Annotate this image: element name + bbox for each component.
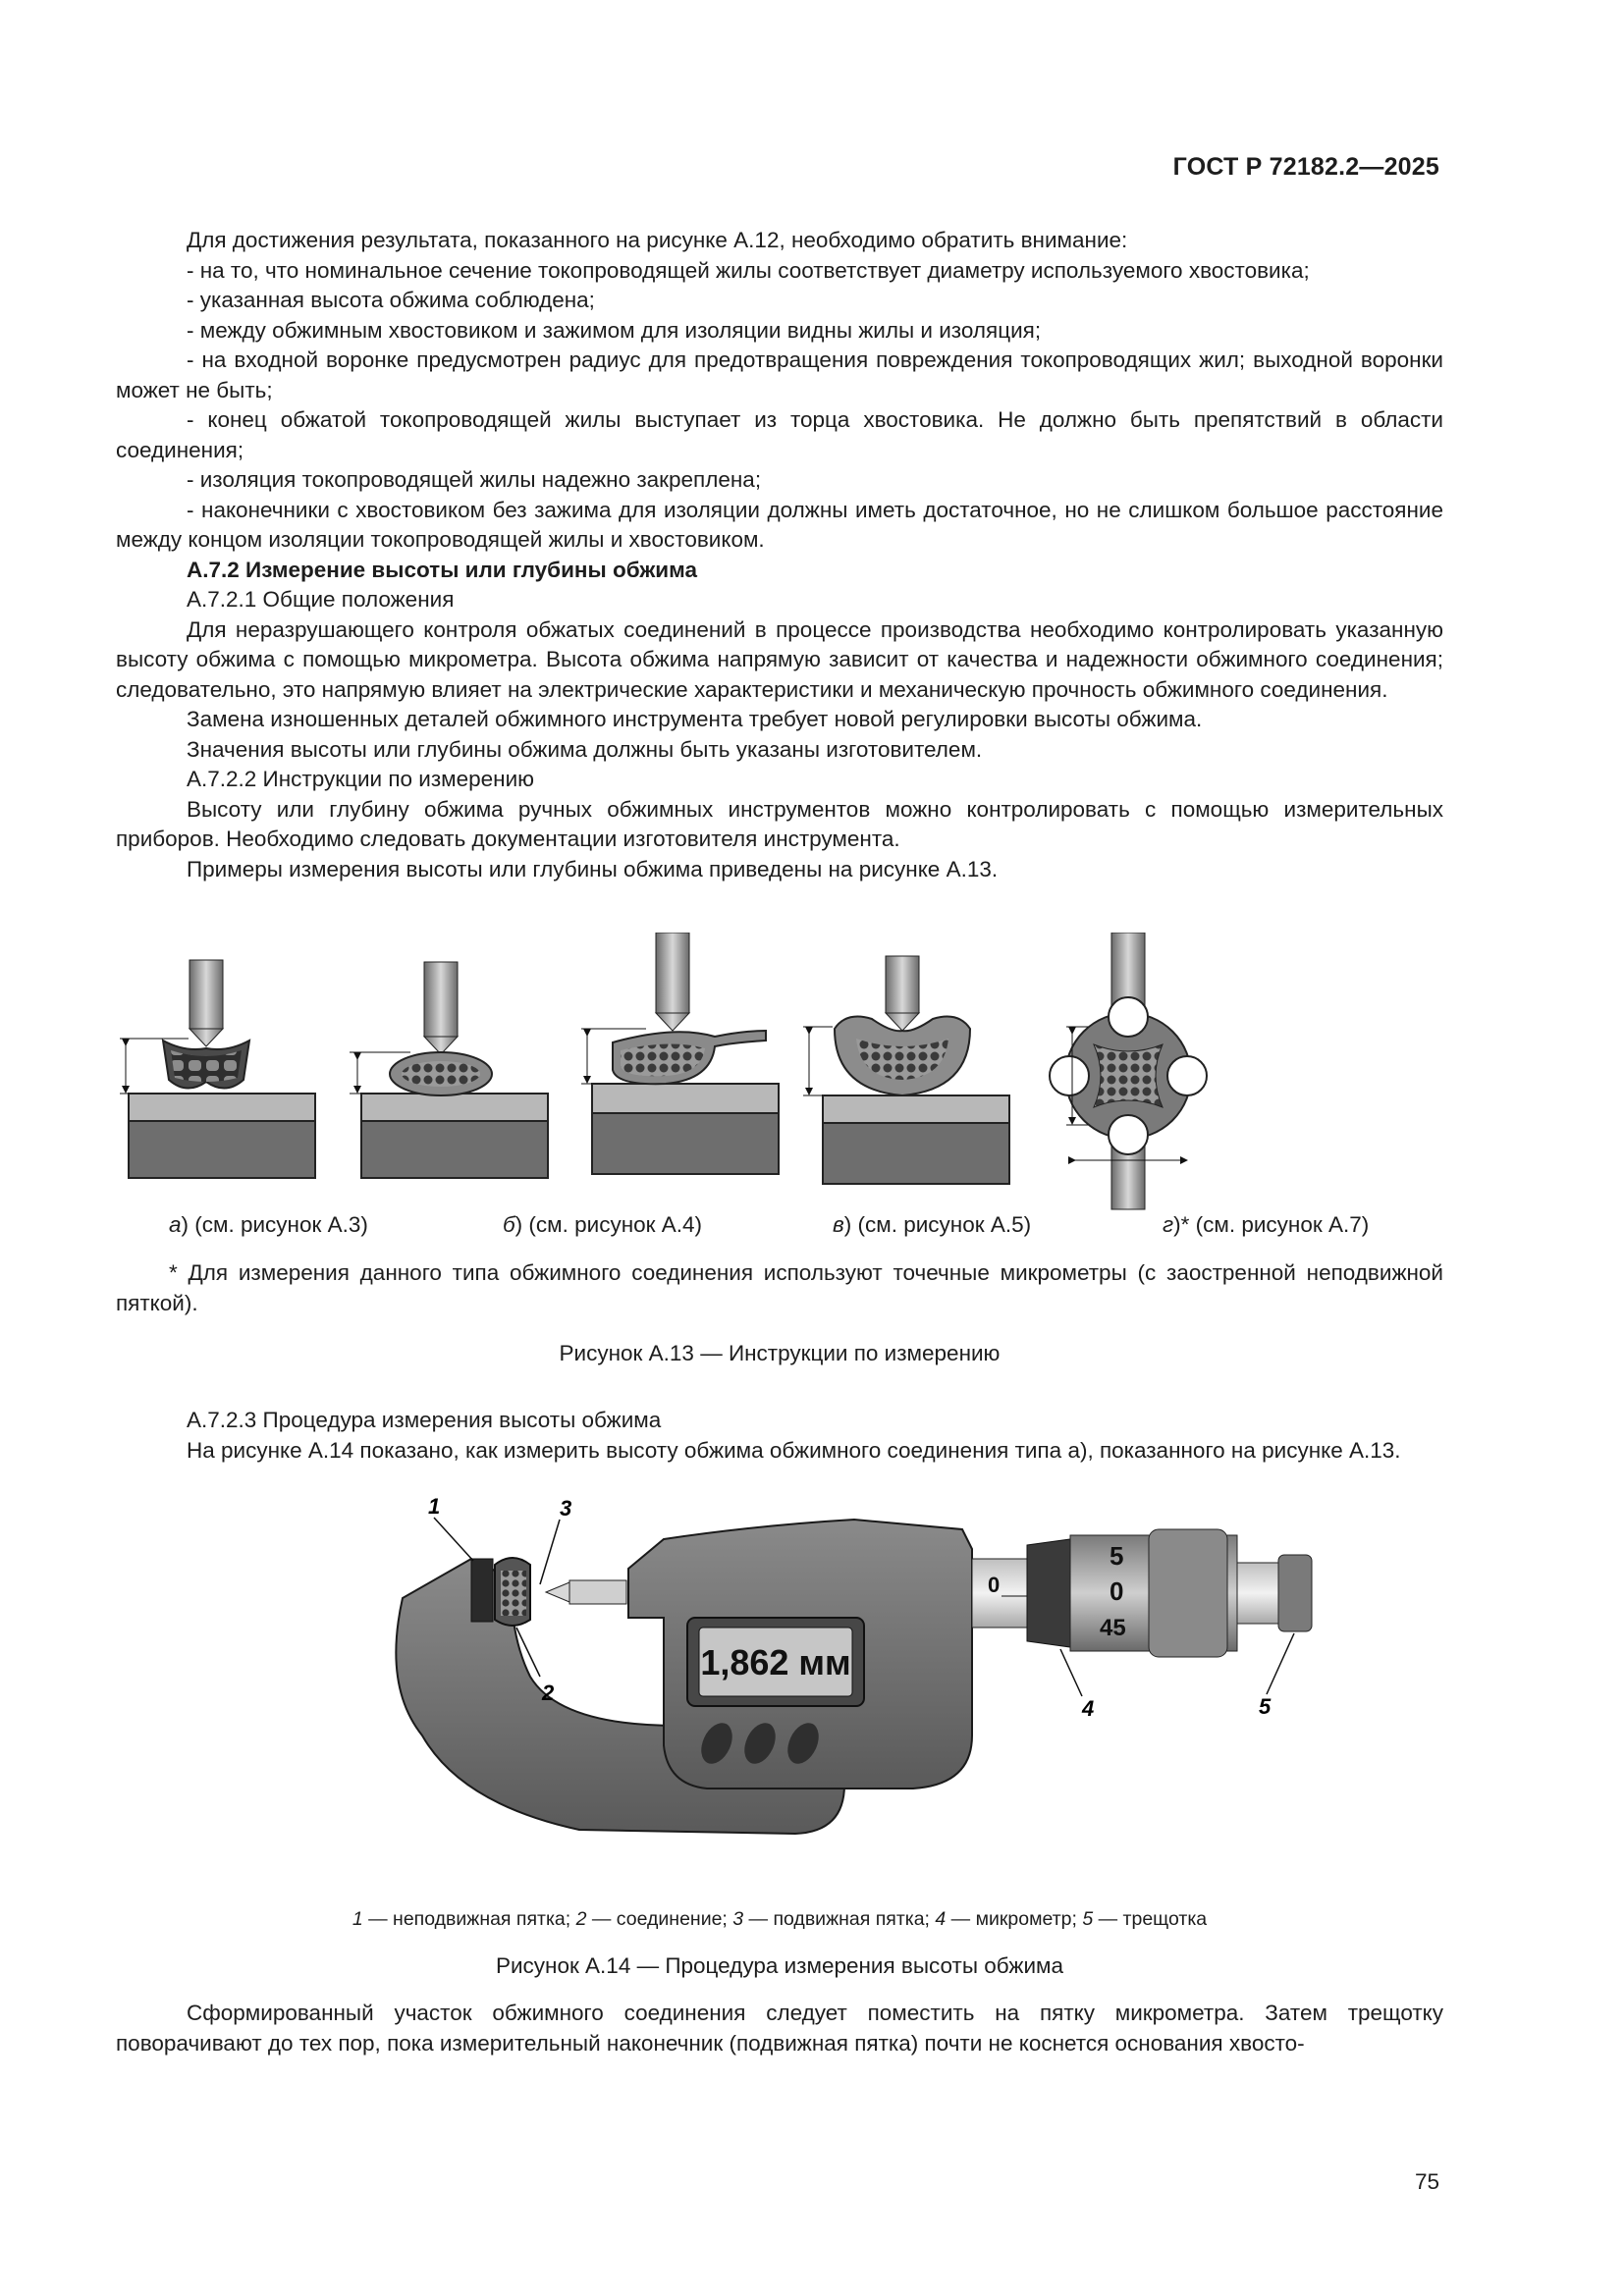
legend-text: — микрометр; xyxy=(946,1908,1083,1930)
scale-mark: 0 xyxy=(1110,1576,1124,1606)
page-number: 75 xyxy=(1414,2169,1439,2194)
legend-number: 3 xyxy=(732,1908,744,1930)
body-paragraph: Значения высоты или глубины обжима должны быть указаны изготовителем. xyxy=(187,736,983,762)
callout-2: 2 xyxy=(542,1681,555,1705)
callout-1: 1 xyxy=(428,1494,441,1519)
subsection-heading: А.7.2.1 Общие положения xyxy=(187,587,455,612)
legend-number: 2 xyxy=(575,1908,587,1930)
caption-text: ) (см. рисунок А.3) xyxy=(181,1212,368,1237)
figure-a13-title: Рисунок А.13 — Инструкции по измерению xyxy=(559,1341,1001,1365)
list-item: - на то, что номинальное сечение токопроводящей жилы соответствует диаметру используемого хвостовика; xyxy=(187,257,1310,283)
legend-number: 5 xyxy=(1082,1908,1094,1930)
diagram-b xyxy=(350,962,548,1178)
list-item: - наконечники с хвостовиком без зажима для изоляции должны иметь достаточное, но не слишком большое расстояние между концом изоляции токопроводящей жилы и хвостовиком. xyxy=(116,497,1443,552)
caption-a xyxy=(169,1212,368,1238)
caption-text: ) (см. рисунок А.5) xyxy=(843,1212,1032,1237)
diagram-g-crescent xyxy=(803,956,1009,1184)
legend-number: 4 xyxy=(935,1908,947,1930)
caption-letter: б xyxy=(503,1212,515,1237)
caption-b xyxy=(503,1212,702,1238)
callout-3: 3 xyxy=(560,1496,572,1521)
list-item: - изоляция токопроводящей жилы надежно закреплена; xyxy=(187,467,762,492)
subsection-heading: А.7.2.3 Процедура измерения высоты обжима xyxy=(187,1408,662,1432)
standard-header: ГОСТ Р 72182.2—2025 xyxy=(1172,153,1439,181)
legend-text: — соединение; xyxy=(586,1908,733,1930)
legend-text: — подвижная пятка; xyxy=(743,1908,936,1930)
diagram-v xyxy=(581,933,779,1174)
display-reading: 1,862 мм xyxy=(700,1642,851,1682)
legend-text: — трещотка xyxy=(1093,1908,1208,1930)
figure-a13-footnote xyxy=(116,1258,1443,1318)
diagram-g-cross xyxy=(1050,933,1207,1209)
section-heading: А.7.2 Измерение высоты или глубины обжима xyxy=(187,557,697,582)
intro-paragraph: Для достижения результата, показанного на рисунке А.12, необходимо обратить внимание: xyxy=(187,228,1128,252)
footnote-text: * Для измерения данного типа обжимного соединения используют точечные микрометры (с заостренной неподвижной пяткой). xyxy=(116,1260,1443,1315)
figure-a14-legend xyxy=(116,1908,1443,1931)
procedure-text-block xyxy=(116,1406,1443,1466)
crimp-sample xyxy=(495,1558,530,1626)
caption-letter: в xyxy=(833,1212,844,1237)
body-paragraph: Сформированный участок обжимного соединения следует поместить на пятку микрометра. Затем трещотку поворачивают до тех пор, пока измерительный наконечник (подвижная пятка) почти не коснется основания хвосто- xyxy=(116,2001,1443,2056)
legend-number: 1 xyxy=(352,1908,363,1930)
sleeve-zero: 0 xyxy=(988,1573,1001,1597)
figure-a14-micrometer xyxy=(383,1490,1316,1873)
caption-letter: г xyxy=(1163,1212,1174,1237)
body-paragraph: Примеры измерения высоты или глубины обжима приведены на рисунке А.13. xyxy=(187,856,999,881)
subsection-heading: А.7.2.2 Инструкции по измерению xyxy=(187,767,535,791)
caption-g xyxy=(1163,1212,1369,1238)
callout-5: 5 xyxy=(1259,1694,1272,1719)
main-text-block xyxy=(116,226,1443,884)
list-item: - на входной воронке предусмотрен радиус для предотвращения повреждения токопроводящих жил; выходной воронки может не быть; xyxy=(116,347,1443,402)
figure-a13-captions xyxy=(116,1212,1443,1244)
caption-v xyxy=(833,1212,1031,1238)
body-paragraph: Замена изношенных деталей обжимного инструмента требует новой регулировки высоты обжима. xyxy=(187,707,1203,731)
closing-text-block xyxy=(116,1999,1443,2058)
figure-a14-title: Рисунок А.14 — Процедура измерения высоты обжима xyxy=(495,1953,1064,1978)
caption-letter: а xyxy=(169,1212,182,1237)
figure-a13-diagrams xyxy=(116,933,1443,1237)
legend-text: — неподвижная пятка; xyxy=(362,1908,576,1930)
caption-text: )* (см. рисунок А.7) xyxy=(1173,1212,1370,1237)
caption-text: ) (см. рисунок А.4) xyxy=(514,1212,702,1237)
body-paragraph: Для неразрушающего контроля обжатых соединений в процессе производства необходимо контролировать указанную высоту обжима с помощью микрометра. Высота обжима напрямую зависит от качества и надежности обжимного соединения; следовательно, это напрямую влияет на электрические характеристики и механическую прочность обжимного соединения. xyxy=(116,616,1443,702)
callout-4: 4 xyxy=(1082,1696,1095,1721)
diagram-a xyxy=(120,960,315,1178)
body-paragraph: Высоту или глубину обжима ручных обжимных инструментов можно контролировать с помощью измерительных приборов. Необходимо следовать документации изготовителя инструмента. xyxy=(116,796,1443,851)
scale-mark: 45 xyxy=(1100,1615,1126,1641)
list-item: - указанная высота обжима соблюдена; xyxy=(187,288,595,312)
digital-display xyxy=(687,1618,864,1706)
list-item: - между обжимным хвостовиком и зажимом для изоляции видны жилы и изоляция; xyxy=(187,317,1042,343)
list-item: - конец обжатой токопроводящей жилы выступает из торца хвостовика. Не должно быть препятствий в области соединения; xyxy=(116,407,1443,462)
body-paragraph: На рисунке А.14 показано, как измерить высоту обжима обжимного соединения типа а), показанного на рисунке А.13. xyxy=(187,1437,1401,1463)
scale-mark: 5 xyxy=(1110,1541,1124,1571)
